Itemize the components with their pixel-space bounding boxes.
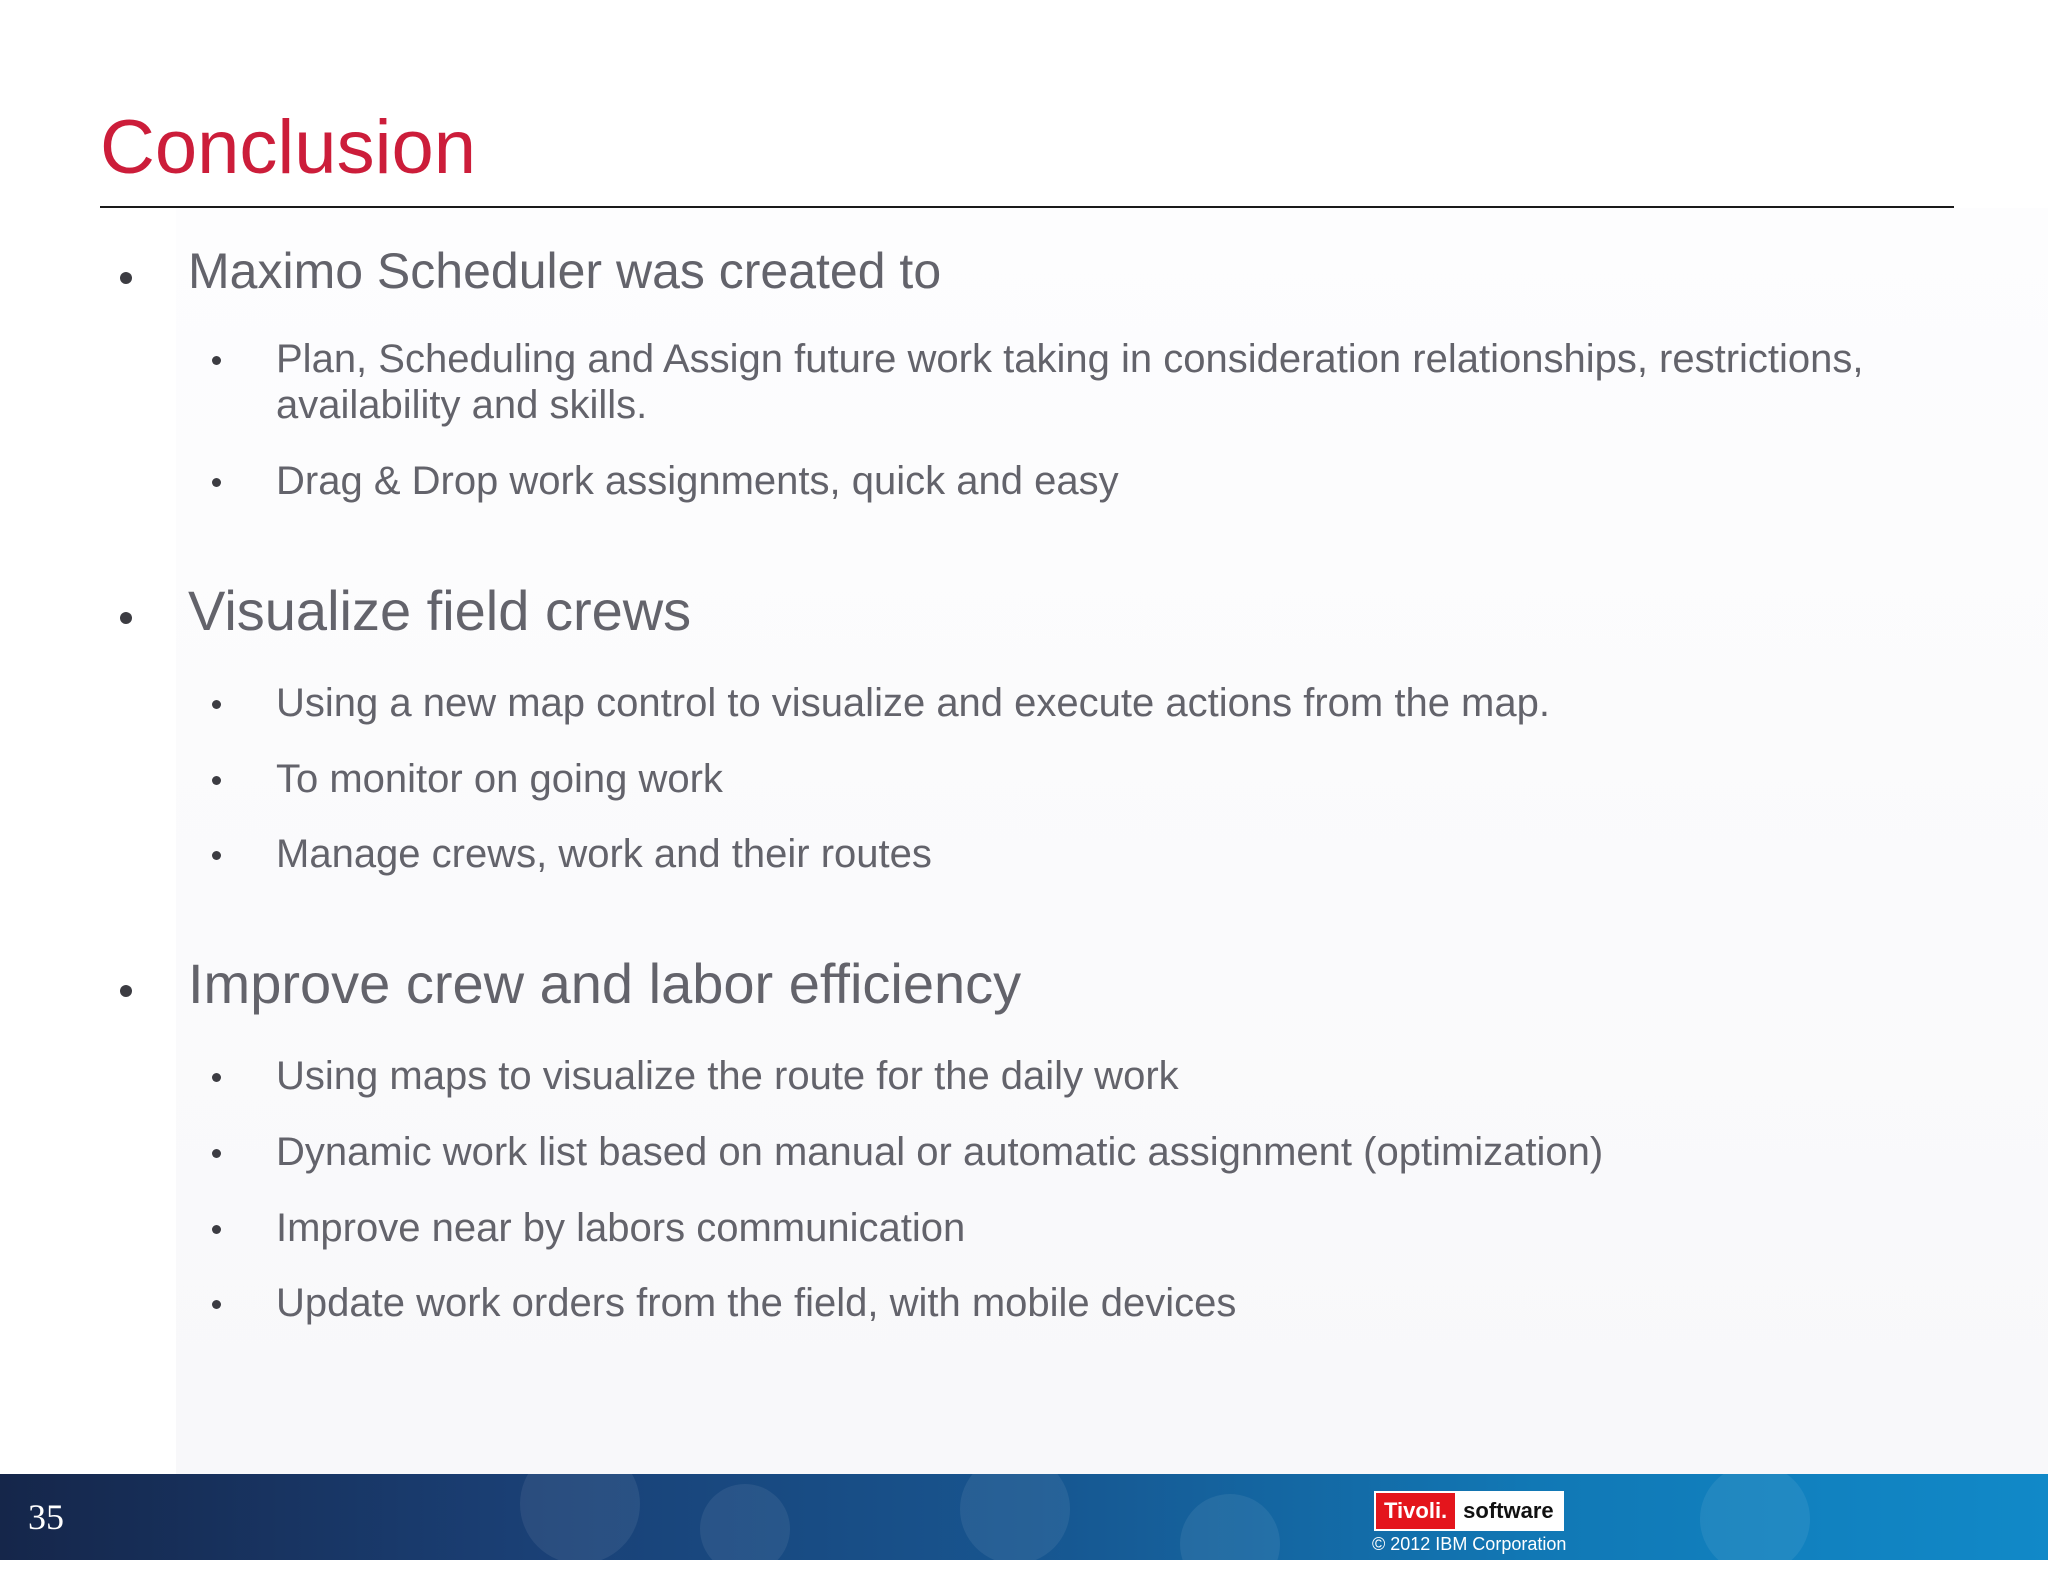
logo-software: software [1455,1493,1561,1529]
list-item-text: Drag & Drop work assignments, quick and easy [276,459,1119,503]
tivoli-software-logo [1374,1491,1564,1531]
list-item [208,1205,1948,1251]
bullet-dot-icon [212,700,221,709]
decorative-shape [520,1474,640,1560]
list-item-text: Update work orders from the field, with mobile devices [276,1281,1237,1325]
list-item [208,1129,1948,1175]
decorative-shape [960,1474,1070,1560]
page-number: 35 [28,1497,64,1537]
list-item [208,1280,1948,1326]
bullet-dot-icon [212,1149,221,1158]
list-item [208,680,1948,726]
slide-title: Conclusion [100,105,476,190]
list-item [208,336,1948,428]
section-heading-text: Visualize field crews [188,579,692,642]
decorative-shape [1700,1474,1810,1560]
bullet-dot-icon [120,272,132,284]
list-item [208,756,1948,802]
decorative-shape [700,1484,790,1560]
bullet-dot-icon [212,1225,221,1234]
footer-bar [0,1474,2048,1560]
list-item-text: Using a new map control to visualize and execute actions from the map. [276,681,1550,725]
list-item-text: Improve near by labors communication [276,1206,966,1250]
bullet-dot-icon [212,776,221,785]
list-item-text: Manage crews, work and their routes [276,832,932,876]
bullet-dot-icon [212,1300,221,1309]
bullet-dot-icon [120,612,132,624]
bullet-dot-icon [212,1073,221,1082]
section-heading-text: Improve crew and labor efficiency [188,952,1022,1015]
logo-tivoli: Tivoli. [1376,1493,1455,1529]
list-item [208,831,1948,877]
list-item [208,458,1948,504]
decorative-shape [1180,1494,1280,1560]
list-item [208,1053,1948,1099]
bullet-dot-icon [212,478,221,487]
list-item-text: To monitor on going work [276,757,723,801]
list-item-text: Plan, Scheduling and Assign future work taking in consideration relationships, restrictions, availability and skills. [276,337,1864,427]
list-item-text: Dynamic work list based on manual or automatic assignment (optimization) [276,1130,1604,1174]
list-item-text: Using maps to visualize the route for the daily work [276,1054,1179,1098]
bullet-dot-icon [212,356,221,365]
copyright-notice: © 2012 IBM Corporation [1372,1534,1567,1554]
bullet-dot-icon [120,985,132,997]
bullet-dot-icon [212,851,221,860]
section-heading-text: Maximo Scheduler was created to [188,243,942,299]
